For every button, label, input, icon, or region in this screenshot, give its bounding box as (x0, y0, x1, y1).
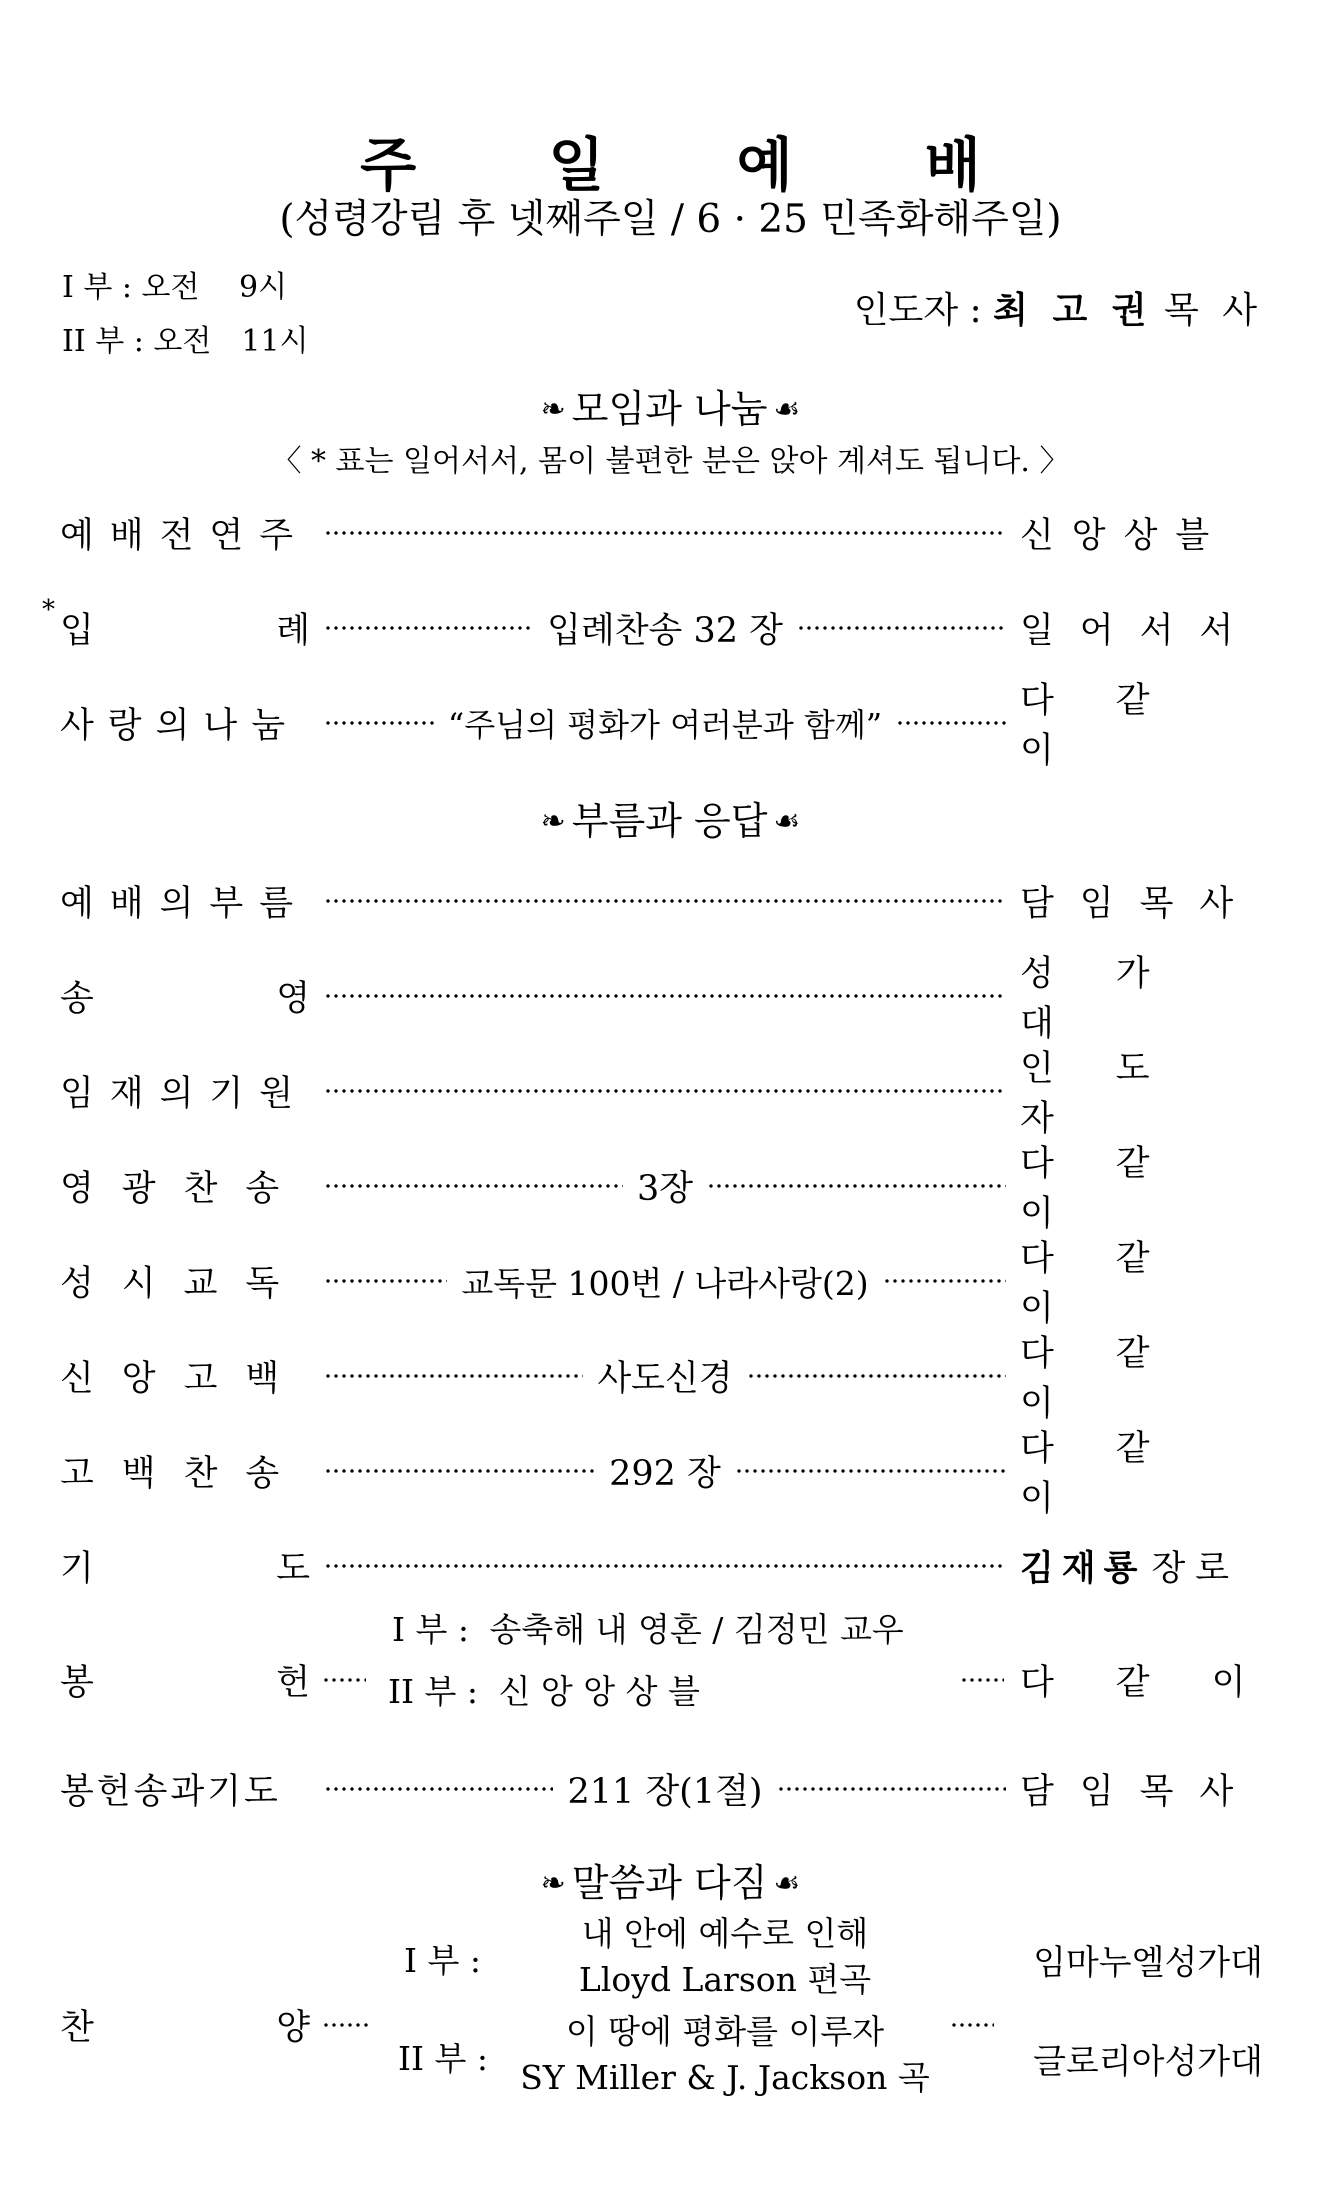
leader-dots (324, 1787, 553, 1791)
row-anthem (60, 954, 1270, 1044)
choir-part-1-composer: Lloyd Larson 편곡 (578, 1960, 872, 1999)
row-detail: 3장 (636, 1169, 694, 1209)
row-call-to-worship (60, 876, 1270, 926)
leader-dots (322, 1678, 366, 1682)
leader-dots (324, 899, 1006, 903)
leader-name: 최 고 권 (993, 290, 1153, 331)
leader-dots (747, 1374, 1006, 1378)
standing-star: * (42, 595, 55, 625)
leader-dots (324, 1089, 1006, 1093)
choir-part-2-title: 이 땅에 평화를 이루자 (565, 2012, 885, 2051)
row-label: 성시교독 (60, 1264, 308, 1304)
leader-dots (797, 626, 1006, 630)
section-word (0, 1852, 1341, 1907)
leader-dots (324, 1279, 447, 1283)
leader-dots (883, 1279, 1006, 1283)
row-performer: 일어서서 (1020, 611, 1260, 651)
row-performer: 담임목사 (1020, 1772, 1260, 1812)
row-detail: “주님의 평화가 여러분과 함께” (447, 706, 883, 744)
row-detail: 211 장(1절) (567, 1772, 763, 1812)
row-performer: 다같이 (1020, 1239, 1212, 1329)
row-invocation (60, 1049, 1270, 1139)
page-title: 주 일 예 배 (360, 131, 1037, 199)
section-gathering-title: 모임과 나눔 (571, 387, 768, 431)
row-label: 영광찬송 (60, 1169, 308, 1209)
section-calling-title: 부름과 응답 (571, 799, 768, 843)
row-label: 고백찬송 (60, 1454, 308, 1494)
leader-dots (950, 2023, 994, 2027)
section-word-title: 말씀과 다짐 (571, 1861, 768, 1905)
service-time-1: I 부 : 오전 9시 (62, 270, 288, 305)
choir-part-2-group: 글로리아성가대 (1033, 2042, 1263, 2082)
leader-dots (324, 994, 1006, 998)
leader-dots (896, 721, 1006, 725)
row-prelude (60, 508, 1270, 558)
leader-dots (324, 531, 1006, 535)
leader-dots (960, 1678, 1004, 1682)
row-prayer (60, 1541, 1270, 1591)
ornament-left-icon: ❧ (540, 1866, 566, 1901)
row-detail: 교독문 100번 / 나라사랑(2) (461, 1263, 869, 1303)
row-performer: 다같이 (1020, 1429, 1212, 1519)
row-performer: 신앙상블 (1020, 516, 1228, 556)
worship-leader (854, 282, 1263, 333)
row-sharing (60, 681, 1270, 771)
leader-dots (735, 1469, 1006, 1473)
choir-label: 찬 양 (60, 2008, 310, 2048)
page-subtitle: (성령강림 후 넷째주일 / 6 · 25 민족화해주일) (279, 197, 1062, 242)
prayer-elder-name: 김재룡 (1020, 1549, 1146, 1589)
ornament-right-icon: ☙ (773, 1866, 801, 1901)
section-calling (0, 790, 1341, 845)
row-performer: 다같이 (1020, 681, 1212, 771)
leader-dots (324, 1564, 1006, 1568)
service-time-2: II 부 : 오전 11시 (62, 324, 309, 359)
ornament-left-icon: ❧ (540, 392, 566, 427)
offering-performer: 다같이 (1020, 1663, 1308, 1703)
row-label: 임재의기원 (60, 1074, 310, 1114)
row-performer: 다같이 (1020, 1144, 1212, 1234)
row-performer (1020, 1541, 1270, 1591)
row-creed (60, 1334, 1270, 1424)
leader-dots (324, 1184, 623, 1188)
row-label: 신앙고백 (60, 1359, 308, 1399)
row-performer: 다같이 (1020, 1334, 1212, 1424)
ornament-right-icon: ☙ (773, 804, 801, 839)
row-label: 기 도 (60, 1549, 310, 1589)
row-detail: 292 장 (609, 1454, 721, 1494)
leader-dots (324, 1374, 583, 1378)
row-label: 예배의부름 (60, 884, 310, 924)
row-confession-hymn (60, 1429, 1270, 1519)
row-performer: 인도자 (1020, 1049, 1212, 1139)
row-label: 입 례 (60, 611, 310, 651)
row-label: 송 영 (60, 979, 310, 1019)
offering-part-1: I 부 : 송축해 내 영혼 / 김정민 교우 (392, 1610, 904, 1649)
section-gathering (0, 378, 1341, 433)
leader-dots (707, 1184, 1006, 1188)
choir-part-2-label: II 부 : (398, 2039, 489, 2078)
choir-part-1-title: 내 안에 예수로 인해 (581, 1914, 869, 1953)
standing-note: 〈 * 표는 일어서서, 몸이 불편한 분은 앉아 계셔도 됩니다. 〉 (271, 444, 1070, 479)
ornament-left-icon: ❧ (540, 804, 566, 839)
ornament-right-icon: ☙ (773, 392, 801, 427)
leader-dots (324, 1469, 595, 1473)
row-label: 사랑의나눔 (60, 706, 300, 746)
row-offering-prayer (60, 1764, 1270, 1814)
choir-part-1-label: I 부 : (404, 1941, 482, 1980)
prayer-elder-title: 장로 (1151, 1549, 1240, 1589)
leader-title: 목 사 (1164, 290, 1263, 331)
row-psalter (60, 1239, 1270, 1329)
leader-dots (777, 1787, 1006, 1791)
row-entrance (42, 595, 1270, 653)
leader-label: 인도자 : (853, 290, 982, 331)
row-label: 봉헌송과기도 (60, 1772, 281, 1812)
choir-part-2-composer: SY Miller & J. Jackson 곡 (520, 2058, 930, 2097)
choir-part-1-group: 임마누엘성가대 (1033, 1943, 1263, 1983)
row-detail: 입례찬송 32 장 (547, 611, 783, 651)
row-performer: 담임목사 (1020, 884, 1260, 924)
offering-part-2: II 부 : 신 앙 앙 상 블 (388, 1672, 700, 1711)
leader-dots (324, 721, 434, 725)
leader-dots (322, 2023, 370, 2027)
leader-dots (324, 626, 533, 630)
row-label (60, 508, 310, 558)
row-performer: 성가대 (1020, 954, 1212, 1044)
label-text: 예배전연주 (60, 516, 310, 556)
row-detail: 사도신경 (597, 1359, 733, 1399)
row-gloria (60, 1144, 1270, 1234)
offering-label: 봉 헌 (60, 1663, 310, 1703)
